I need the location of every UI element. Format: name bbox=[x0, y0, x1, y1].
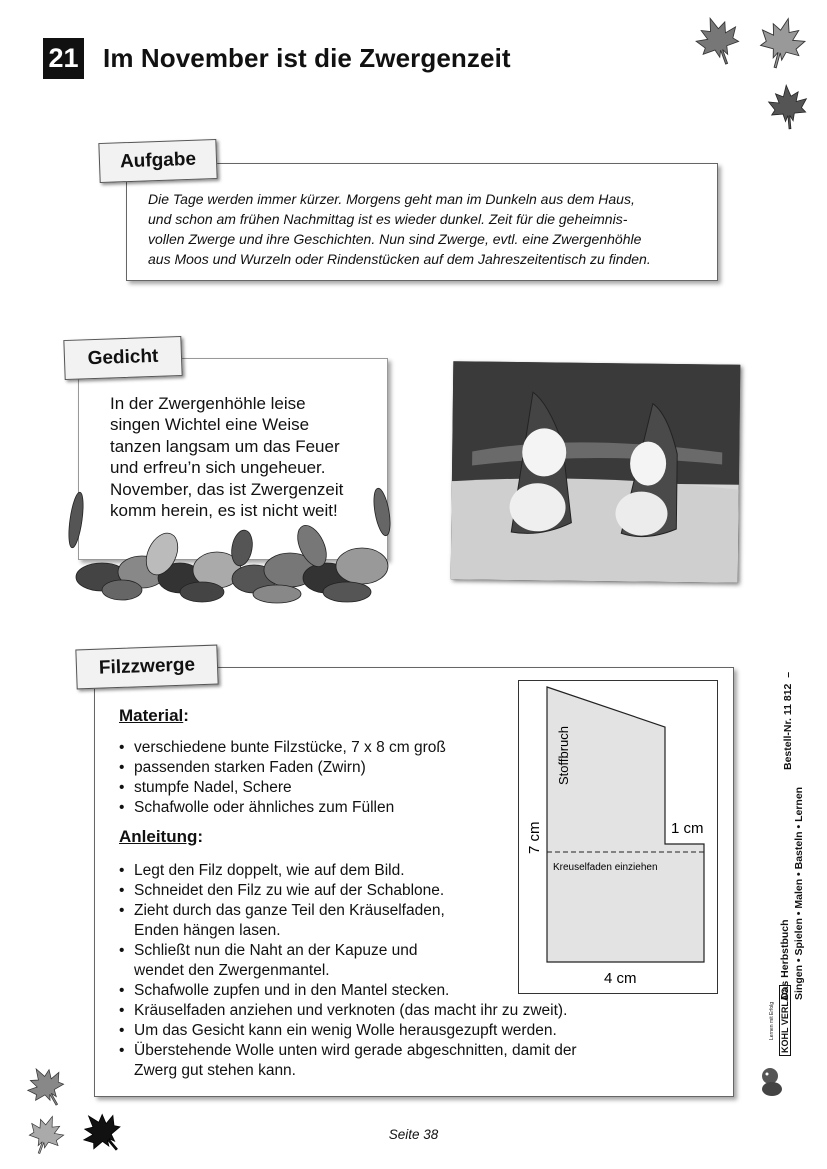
filzzwerge-label: Filzzwerge bbox=[75, 645, 218, 690]
width-label: 4 cm bbox=[604, 970, 637, 987]
book-title: Das Herbstbuch bbox=[779, 919, 791, 1000]
aufgabe-text: Die Tage werden immer kürzer. Morgens geht man im Dunkeln aus dem Haus, und schon am frühen Nachmittag ist es wieder dunkel. Zeit für die geheimnis- vollen Zwerge und ihre Geschichten. Nun sind Zwerge, evtl. eine Zwergenhöhle aus Moos und Wurzeln oder Rindenstücken auf dem Jahreszeitentisch zu finden. bbox=[148, 191, 651, 267]
notch-label: 1 cm bbox=[671, 820, 704, 837]
publisher-logo: KOHL VERLAG bbox=[779, 985, 791, 1056]
list-item: • Um das Gesicht kann ein wenig Wolle herausgezupft werden. bbox=[119, 1021, 679, 1041]
material-heading: Material: bbox=[119, 706, 189, 725]
aufgabe-label: Aufgabe bbox=[98, 139, 217, 183]
list-item: • Schafwolle zupfen und in den Mantel stecken. bbox=[119, 981, 679, 1001]
list-item: • stumpfe Nadel, Schere bbox=[119, 778, 499, 798]
list-item: • Überstehende Wolle unten wird gerade abgeschnitten, damit der Zwerg gut stehen kann. bbox=[119, 1041, 679, 1081]
height-label: 7 cm bbox=[526, 821, 543, 854]
material-list bbox=[119, 738, 499, 818]
list-item: • Zieht durch das ganze Teil den Kräuselfaden, Enden hängen lasen. bbox=[119, 901, 679, 941]
page-title: Im November ist die Zwergenzeit bbox=[103, 43, 511, 73]
chapter-number: 21 bbox=[43, 38, 84, 79]
poem-text: In der Zwergenhöhle leise singen Wichtel eine Weise tanzen langsam um das Feuer und erfreu’n sich ungeheuer. November, das ist Zwergenzeit komm herein, es ist nicht weit! bbox=[110, 394, 344, 521]
list-item: • Schneidet den Filz zu wie auf der Schablone. bbox=[119, 881, 679, 901]
sewing-template-diagram bbox=[518, 680, 718, 994]
maple-leaf-icon bbox=[767, 84, 809, 130]
felt-gnomes-photo bbox=[451, 361, 741, 582]
maple-leaf-icon bbox=[690, 11, 746, 71]
book-subtitle: Singen • Spielen • Malen • Basteln • Lernen bbox=[793, 786, 805, 1000]
order-number: Bestell-Nr. 11 812 – bbox=[782, 671, 794, 770]
publisher-tagline: Lernen mit Erfolg bbox=[769, 1001, 775, 1040]
thread-label: Kreuselfaden einziehen bbox=[553, 862, 658, 873]
list-item: • Legt den Filz doppelt, wie auf dem Bild. bbox=[119, 861, 679, 881]
anleitung-heading: Anleitung: bbox=[119, 827, 204, 846]
list-item: • Schafwolle oder ähnliches zum Füllen bbox=[119, 798, 499, 818]
bottom-leaves-decoration bbox=[20, 1062, 130, 1158]
maple-leaves-decoration bbox=[690, 10, 820, 130]
list-item: • Schließt nun die Naht an der Kapuze und wendet den Zwergenmantel. bbox=[119, 941, 679, 981]
list-item: • verschiedene bunte Filzstücke, 7 x 8 cm groß bbox=[119, 738, 499, 758]
maple-leaf-icon bbox=[754, 13, 810, 73]
maple-leaf-icon bbox=[21, 1062, 73, 1114]
list-item: • Kräuselfaden anziehen und verknoten (das macht ihr zu zweit). bbox=[119, 1001, 679, 1021]
publisher-mascot-icon bbox=[758, 1064, 788, 1098]
fold-label: Stoffbruch bbox=[556, 725, 571, 785]
gedicht-label: Gedicht bbox=[63, 336, 182, 380]
list-item: • passenden starken Faden (Zwirn) bbox=[119, 758, 499, 778]
page-number: Seite 38 bbox=[388, 1127, 439, 1142]
